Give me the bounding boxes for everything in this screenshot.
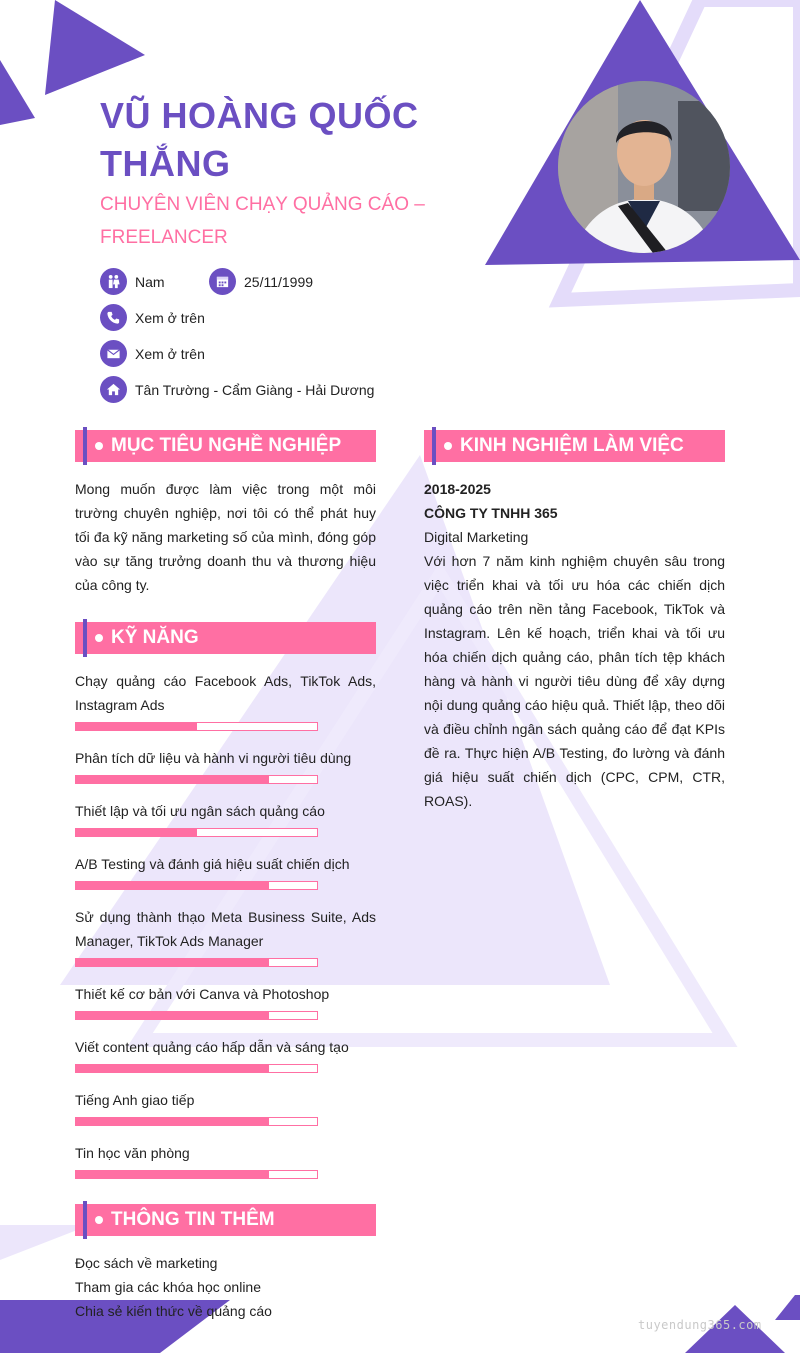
objective-header [75, 430, 376, 462]
header-accent-bar [83, 1201, 87, 1239]
skill-item [75, 1141, 376, 1179]
extra-title: THÔNG TIN THÊM [111, 1209, 275, 1230]
skill-level-bar [75, 1170, 318, 1179]
skill-level-bar [75, 775, 318, 784]
header-accent-bar [83, 427, 87, 465]
phone-value: Xem ở trên [135, 309, 205, 326]
skills-header [75, 622, 376, 654]
bullet-dot-icon [95, 1216, 103, 1224]
skill-level-bar [75, 1064, 318, 1073]
skill-level-fill [76, 829, 197, 836]
header-accent-bar [83, 619, 87, 657]
skill-item [75, 852, 376, 890]
skill-item [75, 669, 376, 731]
skill-level-bar [75, 828, 318, 837]
skill-level-bar [75, 958, 318, 967]
objective-title: MỤC TIÊU NGHỀ NGHIỆP [111, 435, 342, 456]
avatar [558, 81, 730, 253]
avatar-photo [558, 81, 730, 253]
home-icon [100, 376, 127, 403]
skill-item [75, 746, 376, 784]
skill-item [75, 1088, 376, 1126]
contact-birthday [209, 268, 313, 295]
extra-header [75, 1204, 376, 1236]
skill-item [75, 799, 376, 837]
header-accent-bar [432, 427, 436, 465]
experience-role: Digital Marketing [424, 529, 529, 545]
job-title: CHUYÊN VIÊN CHẠY QUẢNG CÁO – FREELANCER [100, 194, 425, 248]
skill-label: Sử dụng thành thạo Meta Business Suite, Ads Manager, TikTok Ads Manager [75, 909, 376, 949]
birthday-value: 25/11/1999 [244, 273, 314, 290]
skill-item [75, 982, 376, 1020]
skill-level-fill [76, 959, 269, 966]
contact-address [100, 376, 374, 403]
skill-level-fill [76, 882, 269, 889]
skill-item [75, 905, 376, 967]
skill-level-fill [76, 1171, 269, 1178]
skill-label: Tin học văn phòng [75, 1145, 190, 1161]
bullet-dot-icon [95, 634, 103, 642]
skill-label: A/B Testing và đánh giá hiệu suất chiến dịch [75, 856, 350, 872]
skill-label: Thiết kế cơ bản với Canva và Photoshop [75, 986, 330, 1002]
skill-level-bar [75, 1117, 318, 1126]
bullet-dot-icon [444, 442, 452, 450]
watermark: tuyendung365.com [638, 1318, 762, 1332]
candidate-name: VŨ HOÀNG QUỐC THẮNG [100, 95, 419, 184]
objective-text: Mong muốn được làm việc trong một môi trường chuyên nghiệp, nơi tôi có thể phát huy tối đa kỹ năng marketing số của mình, đóng góp vào sự tăng trưởng doanh thu và thương hiệu của công ty. [75, 481, 376, 593]
contact-gender [100, 268, 165, 295]
skill-level-bar [75, 1011, 318, 1020]
mail-icon [100, 340, 127, 367]
bullet-dot-icon [95, 442, 103, 450]
gender-value: Nam [135, 273, 165, 290]
calendar-icon [209, 268, 236, 295]
extra-item: Đọc sách về marketing [75, 1255, 218, 1271]
experience-period: 2018-2025 [424, 481, 491, 497]
email-value: Xem ở trên [135, 345, 205, 362]
contact-phone [100, 304, 205, 331]
skills-title: KỸ NĂNG [111, 627, 199, 648]
skill-label: Thiết lập và tối ưu ngân sách quảng cáo [75, 803, 325, 819]
skill-level-fill [76, 1012, 269, 1019]
extra-item: Chia sẻ kiến thức về quảng cáo [75, 1303, 272, 1319]
skill-label: Tiếng Anh giao tiếp [75, 1092, 195, 1108]
skill-level-fill [76, 1065, 269, 1072]
skill-label: Chạy quảng cáo Facebook Ads, TikTok Ads, Instagram Ads [75, 673, 376, 713]
skill-label: Phân tích dữ liệu và hành vi người tiêu dùng [75, 750, 352, 766]
experience-company: CÔNG TY TNHH 365 [424, 505, 558, 521]
address-value: Tân Trường - Cẩm Giàng - Hải Dương [135, 381, 375, 398]
skill-item [75, 1035, 376, 1073]
gender-icon [100, 268, 127, 295]
skill-level-bar [75, 881, 318, 890]
skill-level-bar [75, 722, 318, 731]
skill-level-fill [76, 1118, 269, 1125]
phone-icon [100, 304, 127, 331]
experience-title: KINH NGHIỆM LÀM VIỆC [460, 435, 684, 456]
skill-label: Viết content quảng cáo hấp dẫn và sáng tạo [75, 1039, 349, 1055]
contact-email [100, 340, 205, 367]
skill-level-fill [76, 776, 269, 783]
extra-item: Tham gia các khóa học online [75, 1279, 261, 1295]
experience-description: Với hơn 7 năm kinh nghiệm chuyên sâu trong việc triển khai và tối ưu hóa các chiến dịch quảng cáo trên nền tảng Facebook, TikTok và Instagram. Lên kế hoạch, triển khai và tối ưu hóa chiến dịch quảng cáo, phân tích tệp khách hàng và hành vi người tiêu dùng để xây dựng nội dung quảng cáo hiệu quả. Thiết lập, theo dõi và điều chỉnh ngân sách quảng cáo để đạt KPIs đề ra. Thực hiện A/B Testing, đo lường và đánh giá hiệu suất chiến dịch (CPC, CPM, CTR, ROAS). [424, 553, 725, 809]
experience-header [424, 430, 725, 462]
skill-level-fill [76, 723, 197, 730]
